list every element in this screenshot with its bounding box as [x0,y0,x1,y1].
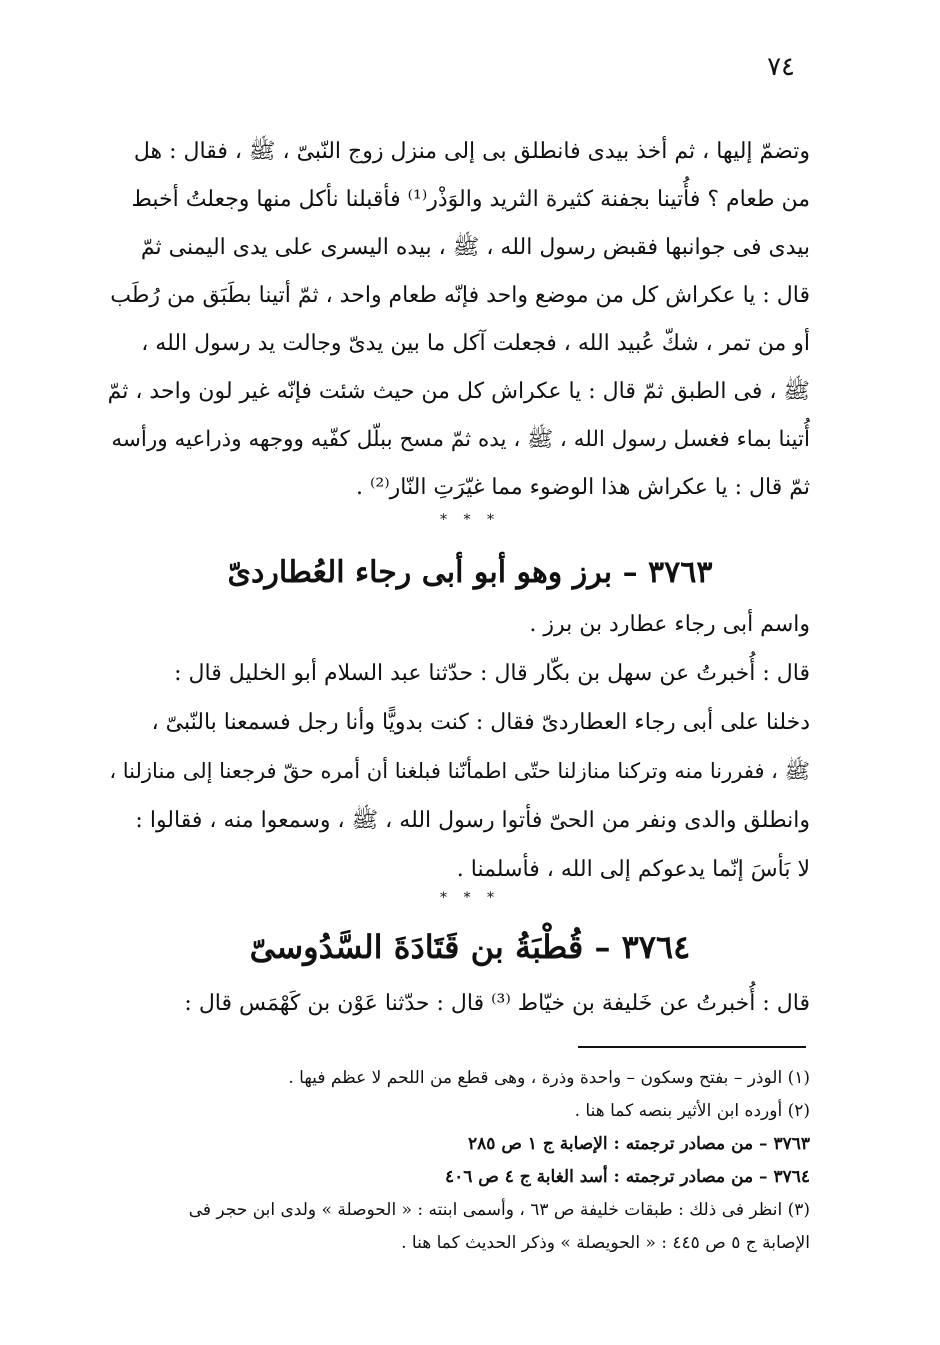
text-line: ثمّ قال : يا عكراش هذا الوضوء مما غيّرَتِ النّار⁽²⁾ . [356,475,810,500]
text-line: أُتينا بماء فغسل رسول الله ، ﷺ ، يده ثمّ مسح ببلّل كفّيه ووجهه وذراعيه ورأسه [111,427,810,452]
entry-heading-3764: ٣٧٦٤ – قُطْبَةُ بن قَتَادَةَ السَّدُوسىّ [249,928,691,966]
entry-3763-body [100,600,810,894]
text-line: ﷺ ، فى الطبق ثمّ قال : يا عكراش كل من حيث شئت فإنّه غير لون واحد ، ثمّ [107,379,810,404]
text-line: أو من تمر ، شكّ عُبيد الله ، فجعلت آكل ما بين يدىّ وجالت يد رسول الله ، [141,331,810,356]
footnote: (٢) أورده ابن الأثير بنصه كما هنا . [574,1101,810,1121]
footnote-source: ٣٧٦٤ – من مصادر ترجمته : أسد الغابة ج ٤ ص ٤٠٦ [444,1167,810,1187]
footnote-divider [578,1046,806,1048]
text-line: من طعام ؟ فأُتينا بجفنة كثيرة الثريد والوَذْر⁽¹⁾ فأقبلنا نأكل منها وجعلتُ أخبط [131,187,810,212]
footnote: (١) الوذر – بفتح وسكون – واحدة وذرة ، وهى قطع من اللحم لا عظم فيها . [288,1068,810,1088]
text-line: وانطلق والدى ونفر من الحىّ فأتوا رسول الله ، ﷺ ، وسمعوا منه ، فقالوا : [135,808,810,833]
text-line: قال : يا عكراش كل من موضع واحد فإنّه طعام واحد ، ثمّ أتينا بطَبَق من رُطَب [110,283,810,308]
footnote: (٣) انظر فى ذلك : طبقات خليفة ص ٦٣ ، وأسمى ابنته : « الحوصلة » ولدى ابن حجر فى [188,1200,810,1220]
footnotes [100,1062,810,1260]
text-line: لا بَأسَ إنّما يدعوكم إلى الله ، فأسلمنا . [456,857,810,882]
text-line: ﷺ ، ففررنا منه وتركنا منازلنا حتّى اطمأنّنا فبلغنا أن أمره حقّ فرجعنا إلى منازلنا ، [109,759,810,783]
footnote-source: ٣٧٦٣ – من مصادر ترجمته : الإصابة ج ١ ص ٢٨٥ [468,1134,810,1154]
section-separator: * * * [440,890,500,906]
entry-3764-body [100,980,810,1028]
paragraph-continuation [100,128,810,512]
page-number: ٧٤ [767,52,795,82]
text-line: بيدى فى جوانبها فقبض رسول الله ، ﷺ ، بيده اليسرى على يدى اليمنى ثمّ [140,235,810,260]
text-line: قال : أُخبرتُ عن خَليفة بن خيّاط ⁽³⁾ قال : حدّثنا عَوْن بن كَهْمَس قال : [184,991,810,1016]
entry-heading-3763: ٣٧٦٣ – برز وهو أبو أبى رجاء العُطاردىّ [227,555,713,590]
text-line: وتضمّ إليها ، ثم أخذ بيدى فانطلق بى إلى منزل زوج النّبىّ ، ﷺ ، فقال : هل [133,139,810,164]
text-line: واسم أبى رجاء عطارد بن برز . [529,612,810,637]
footnote: الإصابة ج ٥ ص ٤٤٥ : « الحويصلة » وذكر الحديث كما هنا . [401,1233,810,1253]
text-line: قال : أُخبرتُ عن سهل بن بكّار قال : حدّثنا عبد السلام أبو الخليل قال : [174,661,810,686]
text-line: دخلنا على أبى رجاء العطاردىّ فقال : كنت بدويًّا وأنا رجل فسمعنا بالنّبىّ ، [151,710,810,735]
section-separator: * * * [440,512,500,528]
